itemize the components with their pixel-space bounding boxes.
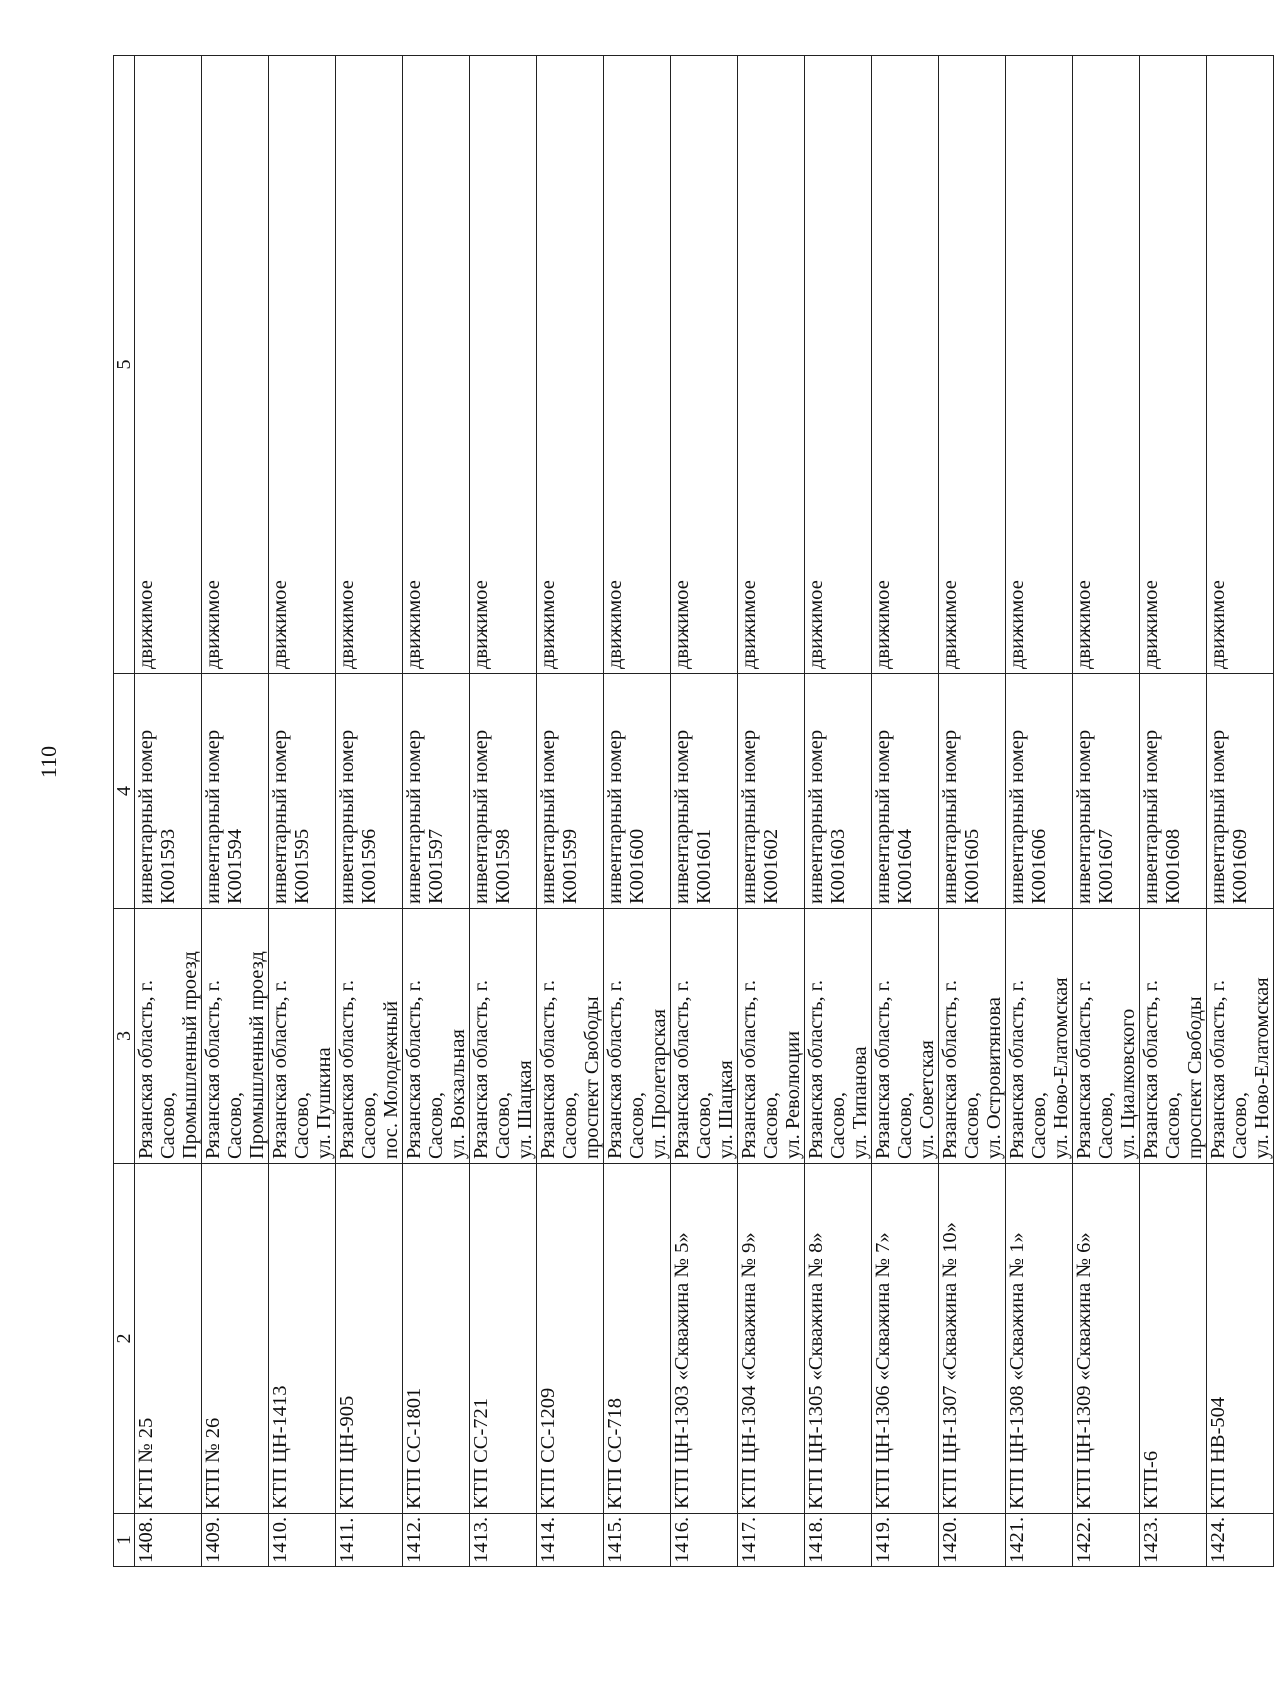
- address-cell: [671, 909, 738, 1164]
- address-cell: [135, 909, 202, 1164]
- address-line: проспект Свободы: [1184, 996, 1206, 1159]
- property-type-cell: движимое: [336, 56, 403, 674]
- property-type-cell: движимое: [202, 56, 269, 674]
- inventory-line: К001607: [1095, 828, 1117, 904]
- object-name-cell: КТП ЦН-1303 «Скважина № 5»: [671, 1164, 738, 1514]
- inventory-line: К001605: [961, 828, 983, 904]
- table-row: [135, 56, 202, 1567]
- address-line: ул. Циалковского: [1117, 1008, 1139, 1159]
- inventory-number-cell: [135, 674, 202, 909]
- row-number-cell: 1411.: [336, 1514, 403, 1567]
- property-type-cell: движимое: [805, 56, 872, 674]
- inventory-line: инвентарный номер: [1207, 729, 1229, 904]
- inventory-line: инвентарный номер: [671, 729, 693, 904]
- row-number-cell: 1409.: [202, 1514, 269, 1567]
- row-number-cell: 1408.: [135, 1514, 202, 1567]
- inventory-line: К001593: [157, 828, 179, 904]
- table-row: [336, 56, 403, 1567]
- inventory-number-cell: [269, 674, 336, 909]
- property-type-cell: движимое: [135, 56, 202, 674]
- address-line: Рязанская область, г. Сасово,: [604, 980, 648, 1159]
- page-number-container: [27, 747, 71, 777]
- inventory-line: инвентарный номер: [537, 729, 559, 904]
- column-header-address: 3: [114, 909, 135, 1164]
- inventory-number-cell: [202, 674, 269, 909]
- address-line: Рязанская область, г. Сасово,: [135, 980, 179, 1159]
- inventory-line: инвентарный номер: [805, 729, 827, 904]
- inventory-number-cell: [1207, 674, 1274, 909]
- table-row: [872, 56, 939, 1567]
- inventory-line: К001595: [291, 828, 313, 904]
- inventory-line: инвентарный номер: [135, 729, 157, 904]
- object-name-cell: КТП СС-1209: [537, 1164, 604, 1514]
- inventory-line: К001608: [1162, 828, 1184, 904]
- object-name-cell: КТП ЦН-1305 «Скважина № 8»: [805, 1164, 872, 1514]
- row-number-cell: 1417.: [738, 1514, 805, 1567]
- column-header-number: 1: [114, 1514, 135, 1567]
- address-line: проспект Свободы: [581, 996, 603, 1159]
- inventory-number-cell: [537, 674, 604, 909]
- inventory-line: инвентарный номер: [336, 729, 358, 904]
- property-table: [113, 55, 1274, 1567]
- table-row: [202, 56, 269, 1567]
- inventory-line: К001597: [425, 828, 447, 904]
- table-row: [269, 56, 336, 1567]
- object-name-cell: КТП ЦН-1306 «Скважина № 7»: [872, 1164, 939, 1514]
- inventory-number-cell: [1140, 674, 1207, 909]
- address-line: Рязанская область, г. Сасово,: [202, 980, 246, 1159]
- object-name-cell: КТП ЦН-905: [336, 1164, 403, 1514]
- table-row: [738, 56, 805, 1567]
- row-number-cell: 1420.: [939, 1514, 1006, 1567]
- address-cell: [403, 909, 470, 1164]
- inventory-line: инвентарный номер: [738, 729, 760, 904]
- row-number-cell: 1419.: [872, 1514, 939, 1567]
- property-type-cell: движимое: [403, 56, 470, 674]
- inventory-line: инвентарный номер: [872, 729, 894, 904]
- address-line: Рязанская область, г. Сасово,: [336, 980, 380, 1159]
- address-cell: [470, 909, 537, 1164]
- address-line: ул. Шацкая: [715, 1060, 737, 1159]
- address-cell: [939, 909, 1006, 1164]
- address-cell: [336, 909, 403, 1164]
- address-line: ул. Вокзальная: [447, 1029, 469, 1159]
- address-line: Рязанская область, г. Сасово,: [1140, 980, 1184, 1159]
- property-type-cell: движимое: [1207, 56, 1274, 674]
- object-name-cell: КТП НВ-504: [1207, 1164, 1274, 1514]
- table-row: [805, 56, 872, 1567]
- table-row: [671, 56, 738, 1567]
- inventory-line: К001600: [626, 828, 648, 904]
- inventory-line: К001596: [358, 828, 380, 904]
- table-row: [403, 56, 470, 1567]
- table-row: [1006, 56, 1073, 1567]
- row-number-cell: 1410.: [269, 1514, 336, 1567]
- property-type-cell: движимое: [1073, 56, 1140, 674]
- address-line: Рязанская область, г. Сасово,: [470, 980, 514, 1159]
- address-line: ул. Советская: [916, 1040, 938, 1159]
- inventory-line: инвентарный номер: [1073, 729, 1095, 904]
- column-header-name: 2: [114, 1164, 135, 1514]
- inventory-line: К001604: [894, 828, 916, 904]
- column-header-inventory: 4: [114, 674, 135, 909]
- inventory-line: инвентарный номер: [1140, 729, 1162, 904]
- property-type-cell: движимое: [738, 56, 805, 674]
- row-number-cell: 1423.: [1140, 1514, 1207, 1567]
- property-type-cell: движимое: [269, 56, 336, 674]
- address-line: ул. Типанова: [849, 1046, 871, 1159]
- inventory-number-cell: [403, 674, 470, 909]
- object-name-cell: КТП СС-1801: [403, 1164, 470, 1514]
- address-cell: [1006, 909, 1073, 1164]
- column-header-property-type: 5: [114, 56, 135, 674]
- inventory-line: К001606: [1028, 828, 1050, 904]
- address-line: Рязанская область, г. Сасово,: [537, 980, 581, 1159]
- object-name-cell: КТП № 25: [135, 1164, 202, 1514]
- property-type-cell: движимое: [537, 56, 604, 674]
- inventory-line: К001609: [1229, 828, 1251, 904]
- inventory-line: К001603: [827, 828, 849, 904]
- row-number-cell: 1413.: [470, 1514, 537, 1567]
- address-line: Рязанская область, г. Сасово,: [1006, 980, 1050, 1159]
- property-type-cell: движимое: [1140, 56, 1207, 674]
- address-line: ул. Пушкина: [313, 1047, 335, 1159]
- inventory-line: К001599: [559, 828, 581, 904]
- inventory-number-cell: [604, 674, 671, 909]
- row-number-cell: 1414.: [537, 1514, 604, 1567]
- inventory-line: инвентарный номер: [269, 729, 291, 904]
- address-line: Рязанская область, г. Сасово,: [939, 980, 983, 1159]
- inventory-number-cell: [738, 674, 805, 909]
- address-cell: [872, 909, 939, 1164]
- inventory-number-cell: [470, 674, 537, 909]
- address-line: Рязанская область, г. Сасово,: [738, 980, 782, 1159]
- address-line: ул. Ново-Елатомская: [1050, 977, 1072, 1159]
- object-name-cell: КТП ЦН-1304 «Скважина № 9»: [738, 1164, 805, 1514]
- table-row: [1073, 56, 1140, 1567]
- address-cell: [738, 909, 805, 1164]
- row-number-cell: 1418.: [805, 1514, 872, 1567]
- address-cell: [1073, 909, 1140, 1164]
- address-line: Рязанская область, г. Сасово,: [403, 980, 447, 1159]
- property-type-cell: движимое: [872, 56, 939, 674]
- inventory-number-cell: [1073, 674, 1140, 909]
- inventory-number-cell: [872, 674, 939, 909]
- address-line: Рязанская область, г. Сасово,: [872, 980, 916, 1159]
- property-table-frame: [113, 56, 1273, 1567]
- inventory-line: инвентарный номер: [470, 729, 492, 904]
- row-number-cell: 1421.: [1006, 1514, 1073, 1567]
- object-name-cell: КТП СС-721: [470, 1164, 537, 1514]
- inventory-line: инвентарный номер: [1006, 729, 1028, 904]
- row-number-cell: 1424.: [1207, 1514, 1274, 1567]
- inventory-line: К001594: [224, 828, 246, 904]
- property-type-cell: движимое: [604, 56, 671, 674]
- table-row: [537, 56, 604, 1567]
- inventory-number-cell: [1006, 674, 1073, 909]
- row-number-cell: 1422.: [1073, 1514, 1140, 1567]
- address-cell: [202, 909, 269, 1164]
- object-name-cell: КТП ЦН-1307 «Скважина № 10»: [939, 1164, 1006, 1514]
- address-line: Рязанская область, г. Сасово,: [269, 980, 313, 1159]
- row-number-cell: 1415.: [604, 1514, 671, 1567]
- inventory-number-cell: [671, 674, 738, 909]
- row-number-cell: 1416.: [671, 1514, 738, 1567]
- page-number: 110: [36, 745, 61, 779]
- inventory-line: инвентарный номер: [939, 729, 961, 904]
- address-line: Промышленный проезд: [179, 951, 201, 1159]
- property-type-cell: движимое: [939, 56, 1006, 674]
- inventory-number-cell: [939, 674, 1006, 909]
- inventory-line: К001601: [693, 828, 715, 904]
- object-name-cell: КТП СС-718: [604, 1164, 671, 1514]
- address-cell: [604, 909, 671, 1164]
- object-name-cell: КТП ЦН-1413: [269, 1164, 336, 1514]
- inventory-line: инвентарный номер: [604, 729, 626, 904]
- inventory-line: инвентарный номер: [202, 729, 224, 904]
- address-line: ул. Ново-Елатомская: [1251, 977, 1273, 1159]
- inventory-line: К001602: [760, 828, 782, 904]
- inventory-line: К001598: [492, 828, 514, 904]
- address-line: Рязанская область, г. Сасово,: [1207, 980, 1251, 1159]
- table-row: [939, 56, 1006, 1567]
- table-row: [1207, 56, 1274, 1567]
- table-row: [604, 56, 671, 1567]
- property-type-cell: движимое: [1006, 56, 1073, 674]
- address-line: ул. Островитянова: [983, 997, 1005, 1159]
- object-name-cell: КТП ЦН-1309 «Скважина № 6»: [1073, 1164, 1140, 1514]
- row-number-cell: 1412.: [403, 1514, 470, 1567]
- table-row: [1140, 56, 1207, 1567]
- address-cell: [537, 909, 604, 1164]
- address-line: Промышленный проезд: [246, 951, 268, 1159]
- address-cell: [805, 909, 872, 1164]
- object-name-cell: КТП ЦН-1308 «Скважина № 1»: [1006, 1164, 1073, 1514]
- address-cell: [1207, 909, 1274, 1164]
- address-line: Рязанская область, г. Сасово,: [805, 980, 849, 1159]
- address-cell: [1140, 909, 1207, 1164]
- address-line: Рязанская область, г. Сасово,: [671, 980, 715, 1159]
- inventory-number-cell: [336, 674, 403, 909]
- address-line: ул. Шацкая: [514, 1060, 536, 1159]
- inventory-line: инвентарный номер: [403, 729, 425, 904]
- table-body: [135, 56, 1274, 1567]
- address-cell: [269, 909, 336, 1164]
- address-line: пос. Молодежный: [380, 1000, 402, 1159]
- address-line: Рязанская область, г. Сасово,: [1073, 980, 1117, 1159]
- table-row: [470, 56, 537, 1567]
- object-name-cell: КТП-6: [1140, 1164, 1207, 1514]
- address-line: ул. Революции: [782, 1030, 804, 1159]
- object-name-cell: КТП № 26: [202, 1164, 269, 1514]
- inventory-number-cell: [805, 674, 872, 909]
- address-line: ул. Пролетарская: [648, 1008, 670, 1159]
- property-type-cell: движимое: [671, 56, 738, 674]
- property-type-cell: движимое: [470, 56, 537, 674]
- table-header-row: [114, 56, 135, 1567]
